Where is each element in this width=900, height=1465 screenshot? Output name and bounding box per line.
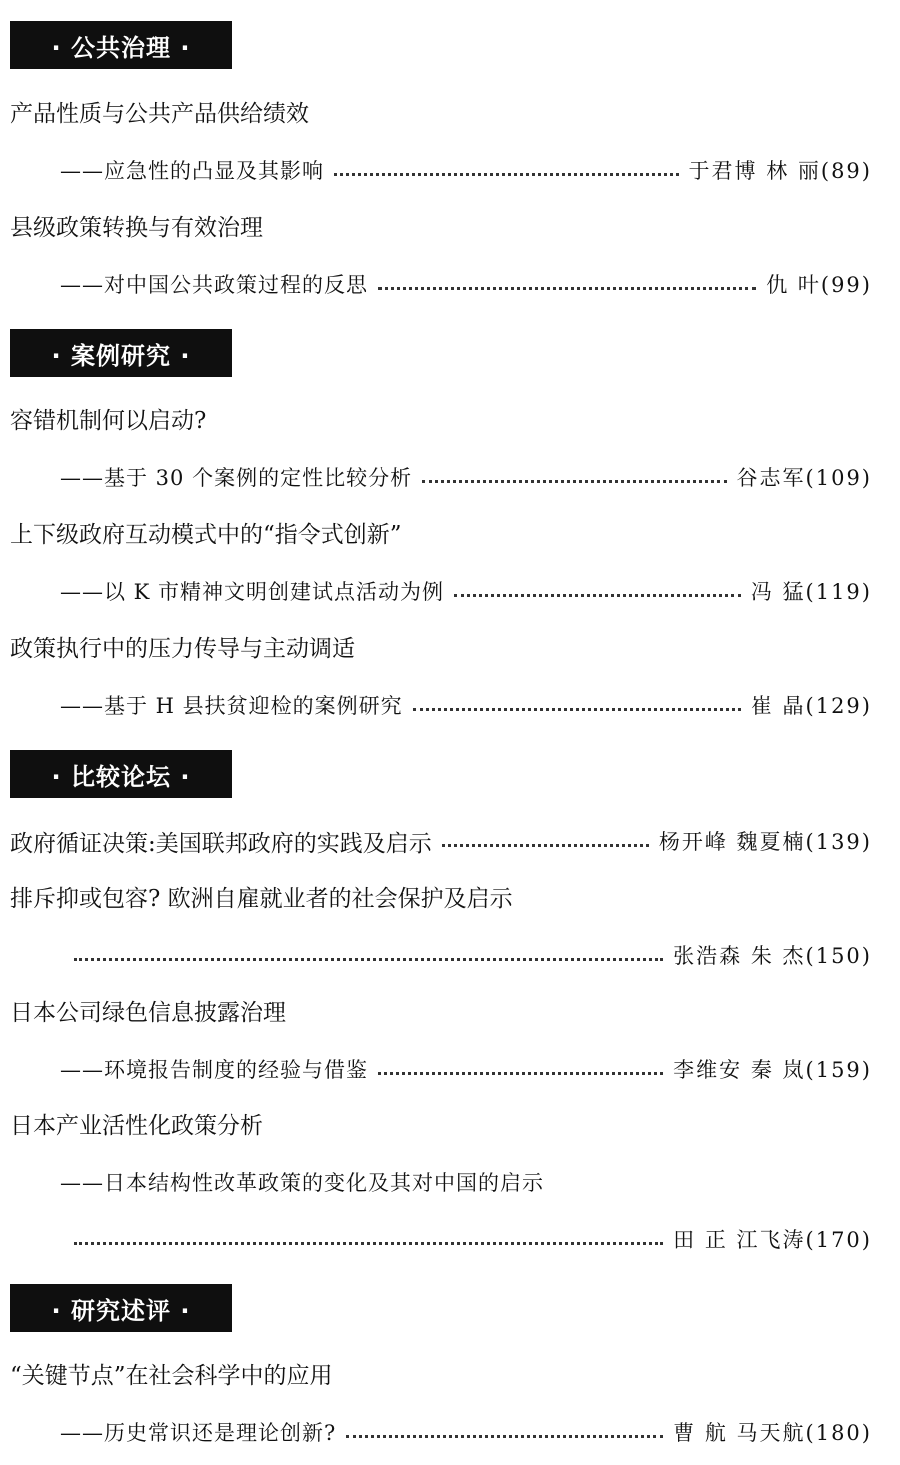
- entry-subtitle: ——基于 30 个案例的定性比较分析: [60, 466, 413, 490]
- section-heading-comparative-forum: · 比较论坛 ·: [10, 750, 232, 798]
- entry-subtitle: ——历史常识还是理论创新?: [60, 1421, 337, 1445]
- entry-authors: 曹 航 马天航(180): [673, 1421, 872, 1445]
- dot-leader: [74, 958, 663, 961]
- dot-leader: [378, 287, 756, 290]
- entry-subtitle: ——环境报告制度的经验与借鉴: [60, 1058, 368, 1082]
- entry-subtitle-row: [60, 1167, 872, 1197]
- entry-title: “关键节点”在社会科学中的应用: [10, 1363, 333, 1389]
- section-heading-research-review: · 研究述评 ·: [10, 1284, 232, 1332]
- entry-subtitle: ——日本结构性改革政策的变化及其对中国的启示: [60, 1171, 544, 1195]
- entry-subtitle-row: [60, 462, 872, 492]
- entry-authors: 田 正 江飞涛(170): [673, 1228, 872, 1252]
- entry-title: 日本公司绿色信息披露治理: [10, 1000, 286, 1026]
- entry-title: 县级政策转换与有效治理: [10, 215, 263, 241]
- dot-leader: [74, 1242, 663, 1245]
- entry-subtitle-row: [60, 269, 872, 299]
- dot-leader: [334, 173, 679, 176]
- entry-subtitle-row: [60, 576, 872, 606]
- entry-subtitle: ——应急性的凸显及其影响: [60, 159, 324, 183]
- entry-leader-row: [74, 940, 872, 970]
- entry-leader-row: [74, 1224, 872, 1254]
- entry-title: 政府循证决策:美国联邦政府的实践及启示: [10, 830, 432, 857]
- dot-leader: [442, 844, 649, 847]
- entry-title: 上下级政府互动模式中的“指令式创新”: [10, 522, 402, 548]
- entry-title: 排斥抑或包容? 欧洲自雇就业者的社会保护及启示: [10, 886, 513, 912]
- entry-title: 产品性质与公共产品供给绩效: [10, 101, 309, 127]
- entry-subtitle-row: [60, 1417, 872, 1447]
- entry-subtitle-row: [60, 690, 872, 720]
- section-heading-case-studies: · 案例研究 ·: [10, 329, 232, 377]
- entry-subtitle: ——对中国公共政策过程的反思: [60, 273, 368, 297]
- entry-subtitle-row: [60, 155, 872, 185]
- entry-authors: 张浩森 朱 杰(150): [673, 944, 872, 968]
- entry-authors: 冯 猛(119): [750, 580, 872, 604]
- dot-leader: [346, 1435, 663, 1438]
- dot-leader: [378, 1072, 663, 1075]
- dot-leader: [454, 594, 741, 597]
- dot-leader: [422, 480, 726, 483]
- entry-authors: 杨开峰 魏夏楠(139): [658, 830, 872, 854]
- entry-subtitle-row: [60, 1054, 872, 1084]
- entry-title: 政策执行中的压力传导与主动调适: [10, 636, 355, 662]
- entry-authors: 李维安 秦 岚(159): [673, 1058, 872, 1082]
- entry-authors: 谷志军(109): [736, 466, 872, 490]
- section-heading-public-governance: · 公共治理 ·: [10, 21, 232, 69]
- entry-title: 日本产业活性化政策分析: [10, 1113, 263, 1139]
- entry-authors: 于君博 林 丽(89): [688, 159, 872, 183]
- entry-subtitle: ——基于 H 县扶贫迎检的案例研究: [60, 694, 403, 718]
- dot-leader: [413, 708, 741, 711]
- entry-title: 容错机制何以启动?: [10, 408, 207, 434]
- entry-title-row: [10, 826, 872, 856]
- entry-authors: 仇 叶(99): [766, 273, 872, 297]
- entry-subtitle: ——以 K 市精神文明创建试点活动为例: [60, 580, 445, 604]
- entry-authors: 崔 晶(129): [750, 694, 872, 718]
